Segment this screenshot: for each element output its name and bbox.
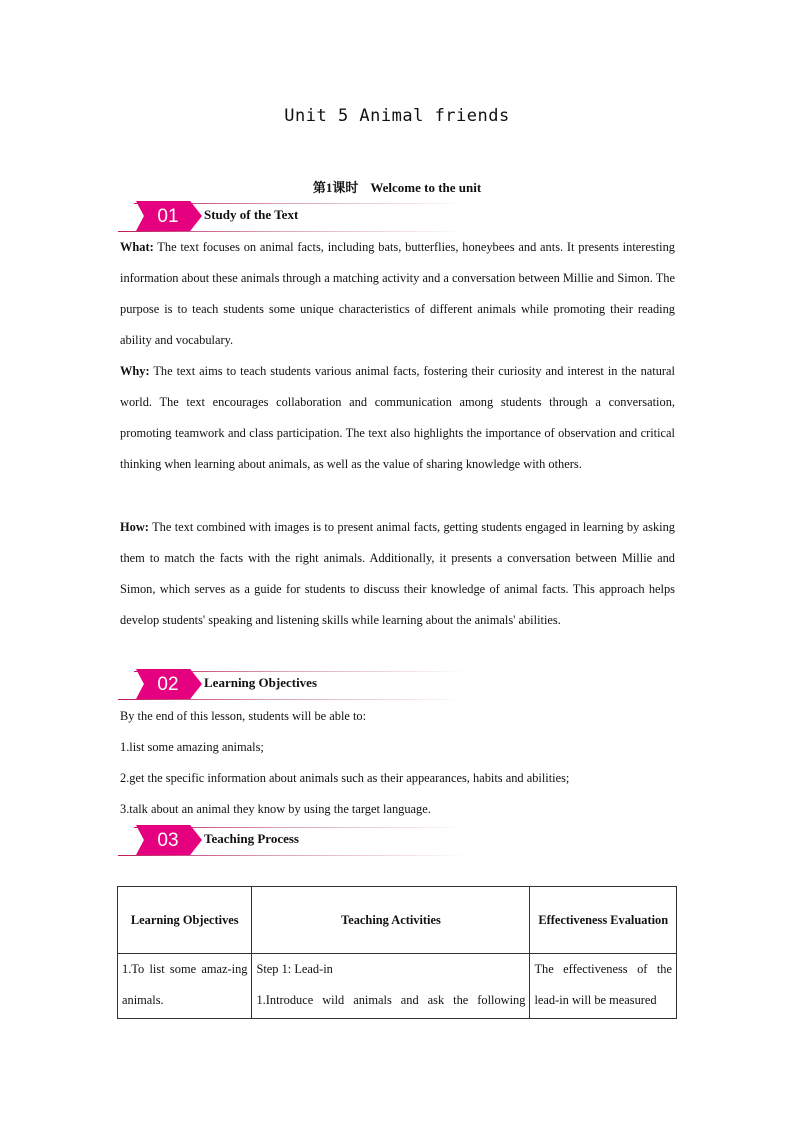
unit-title: Unit 5 Animal friends [284,106,510,126]
section-divider-bottom [118,855,468,856]
section-label: Study of the Text [204,207,299,222]
what-label: What: [120,240,154,254]
cell-objective-text: 1.To list some amaz-ing animals. [122,962,248,1007]
table-row [118,954,677,1019]
objectives-intro: By the end of this lesson, students will be able to: [120,709,367,723]
header-learning-objectives: Learning Objectives [118,887,252,954]
lesson-name: Welcome to the unit [370,180,482,195]
objective-item: 3.talk about an animal they know by using the target language. [120,802,431,816]
teaching-process-table [117,886,677,1019]
section-header-objectives [118,668,468,702]
how-paragraph [120,512,675,636]
header-effectiveness-evaluation: Effectiveness Evaluation [530,887,677,954]
how-label: How: [120,520,149,534]
section-header-process [118,824,468,858]
cell-activity [252,954,530,1019]
activity-text: 1.Introduce wild animals and ask the following [256,993,526,1007]
section-header-study [118,200,468,234]
section-divider-bottom [118,699,468,700]
what-paragraph [120,232,675,356]
how-text: The text combined with images is to present animal facts, getting students engaged in learning by asking them to match the facts with the right animals. Additionally, it presents a conversation between Millie and Simon, which serves as a guide for students to discuss their knowledge of animal facts. This approach helps develop students' speaking and listening skills while learning about the animals' abilities. [120,520,675,627]
activity-step: Step 1: Lead-in [256,962,333,976]
lesson-title [0,177,794,196]
section-label: Teaching Process [204,831,299,846]
section-label: Learning Objectives [204,675,318,690]
section-number: 01 [157,206,179,227]
table-header-row [118,887,677,954]
what-text: The text focuses on animal facts, including bats, butterflies, honeybees and ants. It presents interesting information about these animals through a matching activity and a conversation between Millie and Simon. The purpose is to teach students some unique characteristics of different animals while promoting their reading ability and vocabulary. [120,240,675,347]
objective-item: 1.list some amazing animals; [120,740,264,754]
cell-objective [118,954,252,1019]
header-teaching-activities: Teaching Activities [252,887,530,954]
why-text: The text aims to teach students various animal facts, fostering their curiosity and interest in the natural world. The text encourages collaboration and communication among students through a conversation, promoting teamwork and class participation. The text also highlights the importance of observation and critical thinking when learning about animals, as well as the value of sharing knowledge with others. [120,364,675,471]
section-number: 02 [157,674,179,695]
why-paragraph [120,356,675,480]
why-label: Why: [120,364,150,378]
objective-item: 2.get the specific information about animals such as their appearances, habits and abilities; [120,771,570,785]
cell-evaluation-text: The effectiveness of the lead-in will be measured [534,962,672,1007]
cell-evaluation [530,954,677,1019]
lesson-number: 第1课时 [312,180,359,195]
section-number: 03 [157,830,179,851]
